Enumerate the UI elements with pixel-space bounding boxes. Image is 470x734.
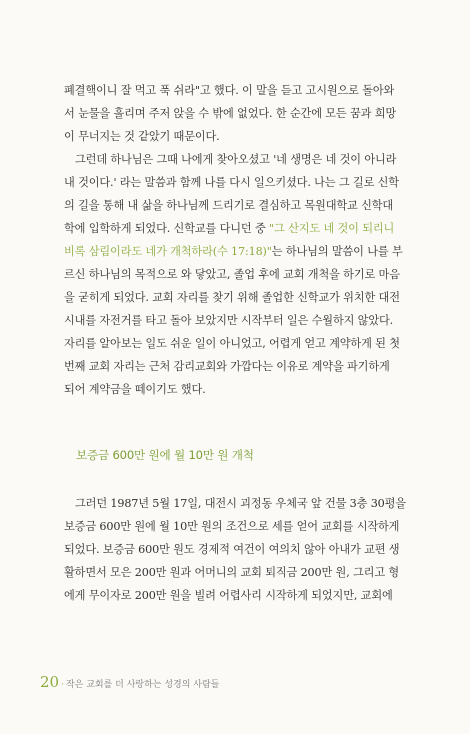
text-segment: 는 하나님의 말씀이 나를 부: [271, 245, 403, 258]
text-segment: 학에 입학하게 되었다. 신학교를 다니던 중: [64, 222, 270, 235]
text-line: 서 눈물을 흘리며 주저 앉을 수 밖에 없었다. 한 순간에 모든 꿈과 희망: [64, 107, 397, 120]
page-number: 20: [40, 673, 60, 691]
text-line: 이 무너지는 것 같았기 때문이다.: [64, 130, 220, 143]
text-line: 폐결핵이니 잘 먹고 푹 쉬라"고 했다. 이 말을 듣고 고시원으로 돌아와: [64, 84, 395, 97]
paragraph-2: [64, 148, 410, 401]
text-line: 을 굳히게 되었다. 교회 자리를 찾기 위해 졸업한 신학교가 위치한 대전: [64, 291, 400, 304]
text-line: 에게 무이자로 200만 원을 빌려 어렵사리 시작하게 되었지만, 교회에: [64, 589, 393, 602]
section-heading: 보증금 600만 원에 월 10만 원 개척: [76, 448, 254, 462]
text-line: 자리를 알아보는 일도 쉬운 일이 아니었고, 어렵게 얻고 계약하게 된 첫: [64, 337, 400, 350]
text-line: 그런데 하나님은 그때 나에게 찾아오셨고 '네 생명은 네 것이 아니라: [75, 153, 397, 166]
text-line: 시내를 자전거를 타고 돌아 보았지만 시작부터 일은 수월하지 않았다.: [64, 314, 394, 327]
text-line: 의 길을 통해 내 삶을 하나님께 드리기로 결심하고 목원대학교 신학대: [64, 199, 394, 212]
book-title: 작은 교회를 더 사랑하는 성경의 사람들: [65, 680, 220, 690]
paragraph-3: [64, 492, 410, 607]
text-line: 번째 교회 자리는 근처 감리교회와 가깝다는 이유로 계약을 파기하게: [64, 360, 390, 373]
text-line: 내 것이다.' 라는 말씀과 함께 나를 다시 일으키셨다. 나는 그 길로 신학: [64, 176, 399, 189]
footer-separator: ·: [61, 680, 64, 690]
text-line: 활하면서 모은 200만 원과 어머니의 교회 퇴직금 200만 원, 그리고 형: [64, 566, 400, 579]
text-line: [64, 240, 410, 263]
text-line: 그러던 1987년 5월 17일, 대전시 괴정동 우체국 앞 건물 3층 30평을: [75, 497, 406, 510]
text-line: [64, 217, 410, 240]
text-line: 되었다. 보증금 600만 원도 경제적 여건이 여의치 않아 아내가 교편 생: [64, 543, 400, 556]
text-line: 르신 하나님의 목적으로 와 닿았고, 졸업 후에 교회 개척을 하기로 마음: [64, 268, 400, 281]
page-footer: [40, 672, 219, 691]
scripture-quote: "그 산지도 네 것이 되리니: [269, 222, 395, 235]
text-line: 되어 계약금을 떼이기도 했다.: [64, 383, 206, 396]
paragraph-1: [64, 79, 410, 148]
scripture-quote: 비록 삼림이라도 네가 개척하라(수 17:18)": [64, 245, 272, 258]
text-line: 보증금 600만 원에 월 10만 원의 조건으로 세를 얻어 교회를 시작하게: [64, 520, 400, 533]
